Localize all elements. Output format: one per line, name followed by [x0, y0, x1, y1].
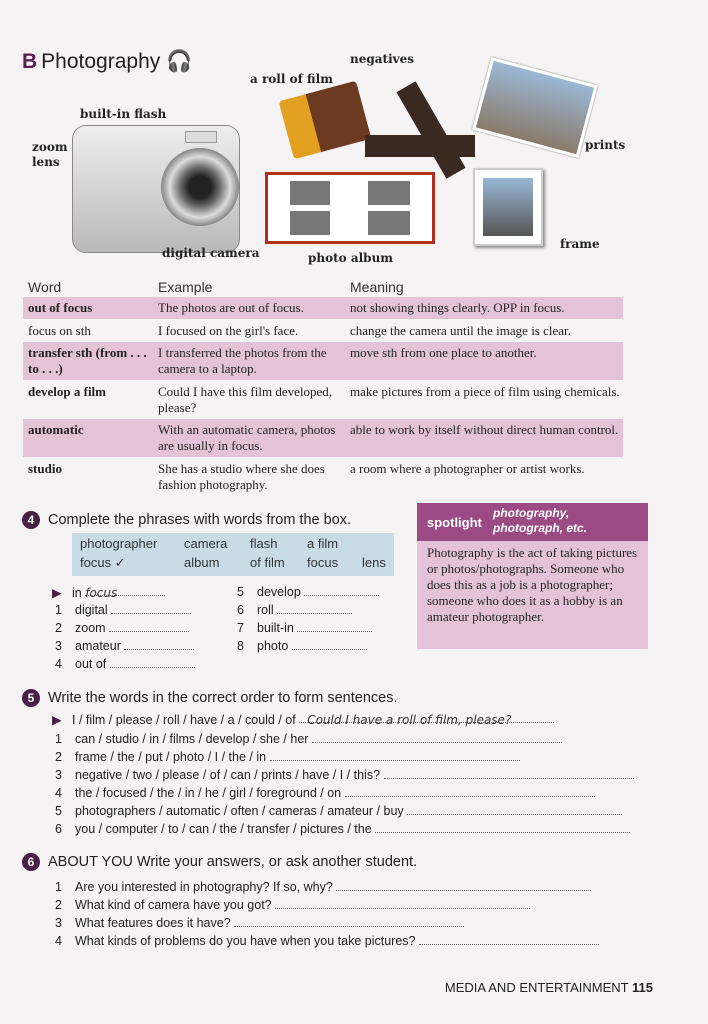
- ex4-example: ▶ in focus: [52, 584, 165, 602]
- spotlight-body: Photography is the act of taking pictures or photos/photographs. Someone who does this as a job is a photographer; someone who does it as a hobby is an amateur photographer.: [427, 545, 638, 624]
- exercise-4-heading: 4 Complete the phrases with words from the box.: [22, 511, 351, 529]
- frame-image: [473, 168, 543, 246]
- spotlight-tag: spotlight: [427, 515, 482, 530]
- box-word: a film: [307, 536, 339, 551]
- table-row: out of focus The photos are out of focus. not showing things clearly. OPP in focus.: [23, 297, 623, 319]
- ex4-item[interactable]: 7 built-in: [237, 619, 372, 637]
- exercise-6-heading: 6 ABOUT YOU Write your answers, or ask another student.: [22, 853, 417, 871]
- ex5-item[interactable]: 5 photographers / automatic / often / cameras / amateur / buy: [55, 802, 622, 820]
- table-row: automatic With an automatic camera, photos are usually in focus. able to work by itself without direct human control.: [23, 419, 623, 457]
- box-word: of film: [250, 555, 285, 570]
- box-word: focus: [307, 555, 339, 570]
- col-header-meaning: Meaning: [350, 279, 404, 295]
- box-word: photographer: [80, 536, 158, 551]
- ex5-item[interactable]: 4 the / focused / the / in / he / girl / foreground / on: [55, 784, 595, 802]
- box-word: focus ✓: [80, 555, 126, 570]
- col-header-word: Word: [28, 279, 62, 295]
- label-built-in-flash: built-in flash: [80, 107, 167, 121]
- ex4-item[interactable]: 6 roll: [237, 601, 352, 619]
- table-row: develop a film Could I have this film developed, please? make pictures from a piece of film using chemicals.: [28, 384, 620, 415]
- spotlight-box: [417, 503, 648, 649]
- table-row: focus on sth I focused on the girl's face. change the camera until the image is clear.: [28, 323, 571, 338]
- ex4-item[interactable]: 5 develop: [237, 583, 379, 601]
- photo-album-image: [265, 172, 435, 244]
- ex5-item[interactable]: 6 you / computer / to / can / the / transfer / pictures / the: [55, 820, 630, 838]
- digital-camera-image: [72, 125, 240, 253]
- ex4-item[interactable]: 4 out of: [55, 655, 195, 673]
- negatives-image-2: [396, 81, 465, 179]
- ex5-item[interactable]: 2 frame / the / put / photo / I / the / in: [55, 748, 520, 766]
- prints-image: [472, 57, 598, 158]
- ex6-item[interactable]: 4 What kinds of problems do you have when you take pictures?: [55, 932, 599, 950]
- box-word: album: [184, 555, 220, 570]
- label-zoom-lens: zoom lens: [32, 140, 68, 169]
- col-header-example: Example: [158, 279, 213, 295]
- box-word: camera: [184, 536, 228, 551]
- label-digital-camera: digital camera: [162, 246, 260, 260]
- film-roll-image: [279, 81, 372, 160]
- section-title: B Photography 🎧: [22, 50, 193, 73]
- box-word: flash: [250, 536, 278, 551]
- table-row: transfer sth (from . . . to . . .) I transferred the photos from the camera to a laptop. move sth from one place to another.: [23, 342, 623, 380]
- label-photo-album: photo album: [308, 251, 393, 265]
- headphones-icon: 🎧: [166, 50, 193, 73]
- label-negatives: negatives: [350, 52, 414, 66]
- ex4-item[interactable]: 3 amateur: [55, 637, 194, 655]
- ex6-item[interactable]: 1 Are you interested in photography? If so, why?: [55, 878, 591, 896]
- ex6-item[interactable]: 2 What kind of camera have you got?: [55, 896, 530, 914]
- ex5-item[interactable]: 3 negative / two / please / of / can / prints / have / I / this?: [55, 766, 634, 784]
- ex4-item[interactable]: 2 zoom: [55, 619, 189, 637]
- spotlight-subtitle: photography, photograph, etc.: [493, 506, 587, 535]
- page-footer: MEDIA AND ENTERTAINMENT 115: [444, 980, 653, 995]
- ex6-item[interactable]: 3 What features does it have?: [55, 914, 464, 932]
- word-box: [72, 533, 394, 576]
- label-frame: frame: [560, 237, 600, 251]
- ex4-item[interactable]: 8 photo: [237, 637, 367, 655]
- ex5-item[interactable]: 1 can / studio / in / films / develop / she / her: [55, 730, 562, 748]
- ex5-example: ▶ I / film / please / roll / have / a / could / of Could I have a roll of film, please?: [52, 711, 554, 729]
- label-prints: prints: [585, 138, 626, 152]
- negatives-image: [365, 135, 475, 157]
- box-word: lens: [362, 555, 386, 570]
- ex4-item[interactable]: 1 digital: [55, 601, 191, 619]
- table-row: studio She has a studio where she does fashion photography. a room where a photographer or artist works.: [28, 461, 585, 492]
- exercise-5-heading: 5 Write the words in the correct order to form sentences.: [22, 689, 398, 707]
- label-roll-of-film: a roll of film: [250, 72, 333, 86]
